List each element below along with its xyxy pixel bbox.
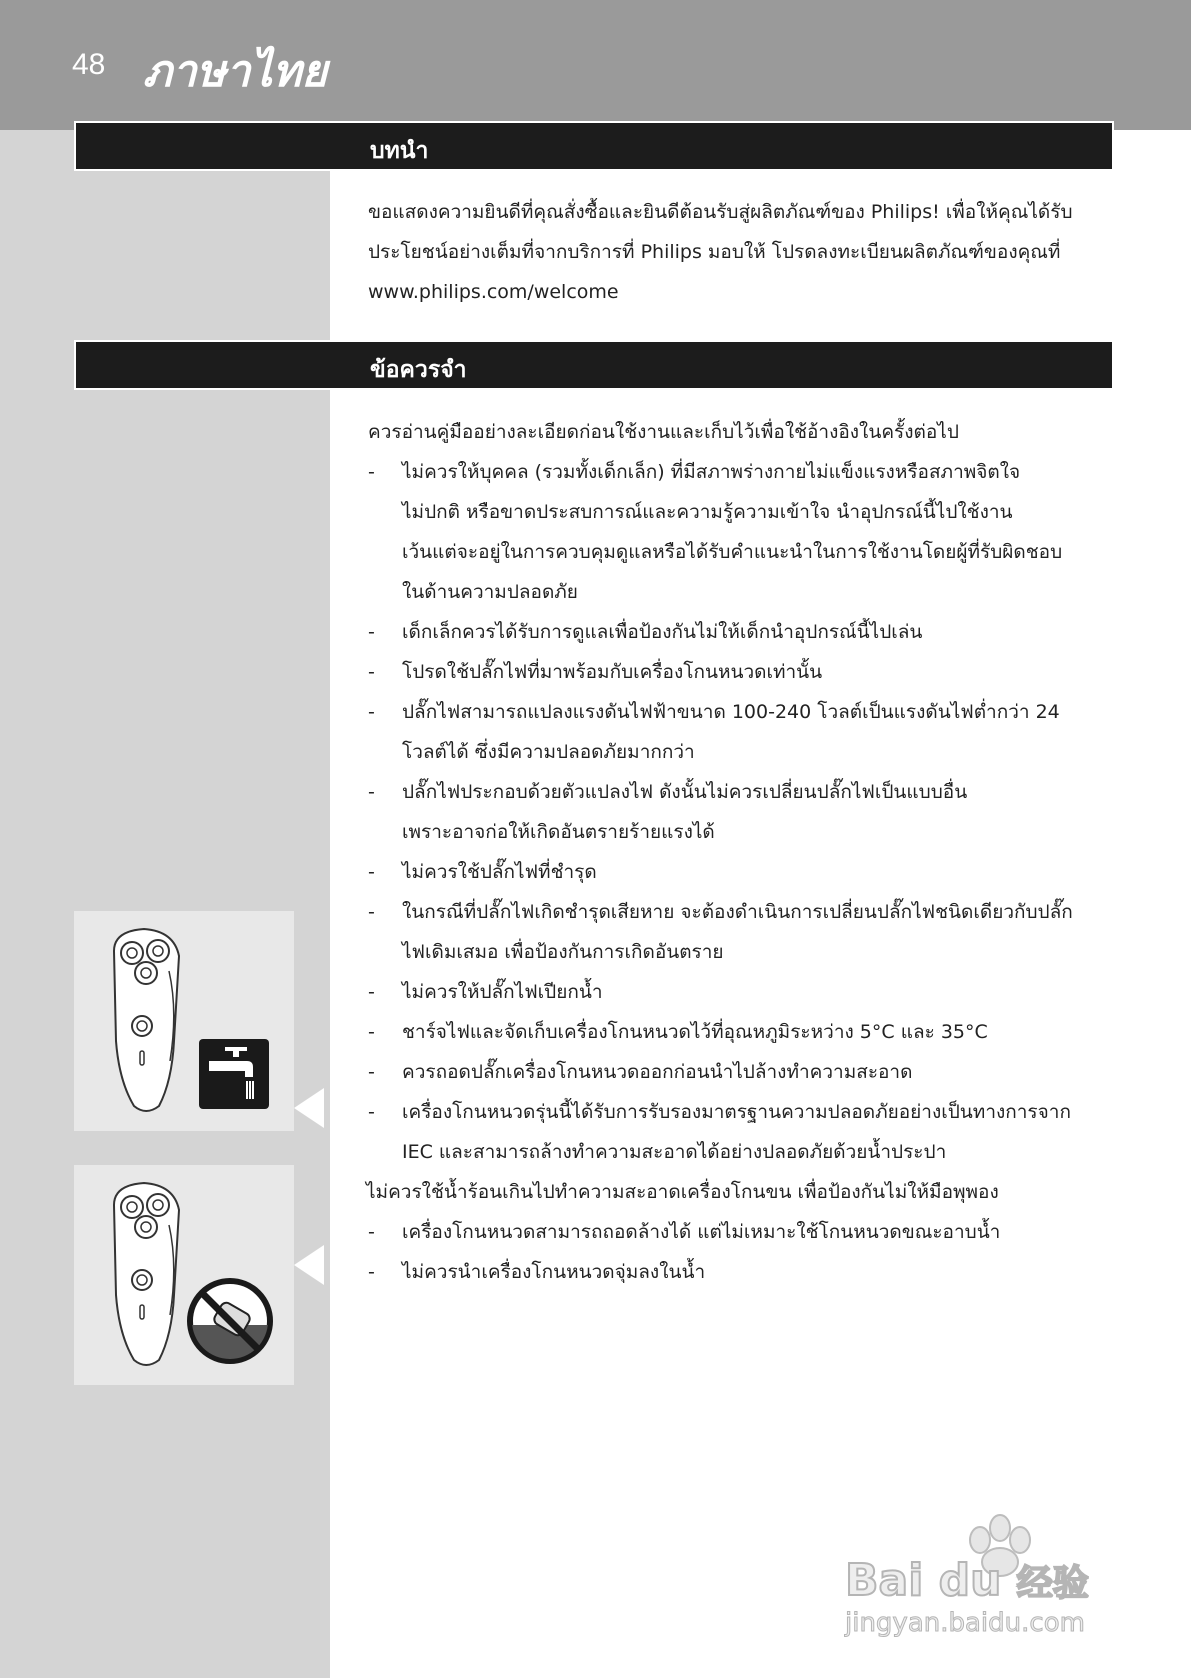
faucet-water-icon: [199, 1039, 269, 1109]
section-title: ข้อควรจำ: [370, 357, 467, 383]
list-item-line: - เครื่องโกนหนวดสามารถถอดล้างได้ แต่ไม่เหมาะใช้โกนหนวดขณะอาบน้ำ: [402, 1221, 1001, 1243]
list-item-line: - ไม่ควรให้บุคคล (รวมทั้งเด็กเล็ก) ที่มีสภาพร่างกายไม่แข็งแรงหรือสภาพจิตใจ: [402, 461, 1021, 483]
list-item-line: - ปลั๊กไฟประกอบด้วยตัวแปลงไฟ ดังนั้นไม่ควรเปลี่ยนปลั๊กไฟเป็นแบบอื่น: [402, 781, 968, 803]
no-immersion-icon: [186, 1277, 274, 1365]
list-item: [368, 612, 1128, 652]
list-item: [368, 892, 1128, 972]
list-item-line: - ไม่ควรนำเครื่องโกนหนวดจุ่มลงในน้ำ: [402, 1261, 706, 1283]
important-content: [368, 412, 1128, 1292]
watermark-brand: Bai du 经验: [845, 1555, 1089, 1606]
list-item-line: เว้นแต่จะอยู่ในการควบคุมดูแลหรือได้รับคำแนะนำในการใช้งานโดยผู้ที่รับผิดชอบ: [402, 541, 1063, 563]
intro-line: ประโยชน์อย่างเต็มที่จากบริการที่ Philips มอบให้ โปรดลงทะเบียนผลิตภัณฑ์ของคุณที่: [368, 241, 1061, 263]
list-item-line: - ชาร์จไฟและจัดเก็บเครื่องโกนหนวดไว้ที่อุณหภูมิระหว่าง 5°C และ 35°C: [402, 1021, 988, 1043]
list-item-line: - โปรดใช้ปลั๊กไฟที่มาพร้อมกับเครื่องโกนหนวดเท่านั้น: [402, 661, 823, 683]
watermark-brand-cn: 经验: [1016, 1563, 1089, 1604]
list-item: [368, 1092, 1128, 1172]
list-item-line: ไม่ปกติ หรือขาดประสบการณ์และความรู้ความเข้าใจ นำอุปกรณ์นี้ไปใช้งาน: [402, 501, 1013, 523]
list-item-line: ไฟเดิมเสมอ เพื่อป้องกันการเกิดอันตราย: [402, 941, 724, 963]
figure-shaver-no-immersion: [74, 1165, 294, 1385]
section-header-introduction: [74, 121, 1114, 171]
list-item: [368, 852, 1128, 892]
important-intro: ควรอ่านคู่มืออย่างละเอียดก่อนใช้งานและเก็บไว้เพื่อใช้อ้างอิงในครั้งต่อไป: [368, 421, 959, 443]
watermark-url: jingyan.baidu.com: [845, 1608, 1085, 1638]
list-item: [368, 652, 1128, 692]
list-item: [368, 1012, 1128, 1052]
list-item: [368, 692, 1128, 772]
figure-pointer: [294, 1088, 324, 1128]
list-item: [368, 972, 1128, 1012]
list-item-line: - ไม่ควรใช้ปลั๊กไฟที่ชำรุด: [402, 861, 597, 883]
figure-pointer: [294, 1245, 324, 1285]
section-header-important: [74, 340, 1114, 390]
list-item-line: - ควรถอดปลั๊กเครื่องโกนหนวดออกก่อนนำไปล้างทำความสะอาด: [402, 1061, 913, 1083]
hot-water-warning: ไม่ควรใช้น้ำร้อนเกินไปทำความสะอาดเครื่องโกนขน เพื่อป้องกันไม่ให้มือพุพอง: [366, 1181, 999, 1203]
important-list: [368, 452, 1128, 1172]
intro-url: www.philips.com/welcome: [368, 281, 619, 303]
list-item: [368, 1052, 1128, 1092]
list-item-line: โวลต์ได้ ซึ่งมีความปลอดภัยมากกว่า: [402, 741, 695, 763]
introduction-paragraph: [368, 192, 1118, 312]
list-item: [368, 1252, 1128, 1292]
page-number: 48: [72, 48, 106, 81]
intro-line: ขอแสดงความยินดีที่คุณสั่งซื้อและยินดีต้อนรับสู่ผลิตภัณฑ์ของ Philips! เพื่อให้คุณได้รับ: [368, 201, 1073, 223]
list-item-line: - เครื่องโกนหนวดรุ่นนี้ได้รับการรับรองมาตรฐานความปลอดภัยอย่างเป็นทางการจาก: [402, 1101, 1071, 1123]
list-item-line: เพราะอาจก่อให้เกิดอันตรายร้ายแรงได้: [402, 821, 715, 843]
baidu-watermark: [845, 1500, 1135, 1638]
important-list-2: [368, 1212, 1128, 1292]
language-title: ภาษาไทย: [143, 46, 328, 97]
list-item-line: - เด็กเล็กควรได้รับการดูแลเพื่อป้องกันไม่ให้เด็กนำอุปกรณ์นี้ไปเล่น: [402, 621, 923, 643]
list-item-line: - ไม่ควรให้ปลั๊กไฟเปียกน้ำ: [402, 981, 603, 1003]
list-item-line: - ปลั๊กไฟสามารถแปลงแรงดันไฟฟ้าขนาด 100-240 โวลต์เป็นแรงดันไฟต่ำกว่า 24: [402, 701, 1060, 723]
list-item-line: - ในกรณีที่ปลั๊กไฟเกิดชำรุดเสียหาย จะต้องดำเนินการเปลี่ยนปลั๊กไฟชนิดเดียวกับปลั๊ก: [402, 901, 1073, 923]
list-item: [368, 452, 1128, 612]
list-item-line: ในด้านความปลอดภัย: [402, 581, 578, 603]
list-item: [368, 1212, 1128, 1252]
figure-shaver-faucet: [74, 911, 294, 1131]
list-item-line: IEC และสามารถล้างทำความสะอาดได้อย่างปลอดภัยด้วยน้ำประปา: [402, 1141, 947, 1163]
list-item: [368, 772, 1128, 852]
header-bar: [0, 0, 1191, 130]
section-title: บทนำ: [370, 138, 429, 164]
